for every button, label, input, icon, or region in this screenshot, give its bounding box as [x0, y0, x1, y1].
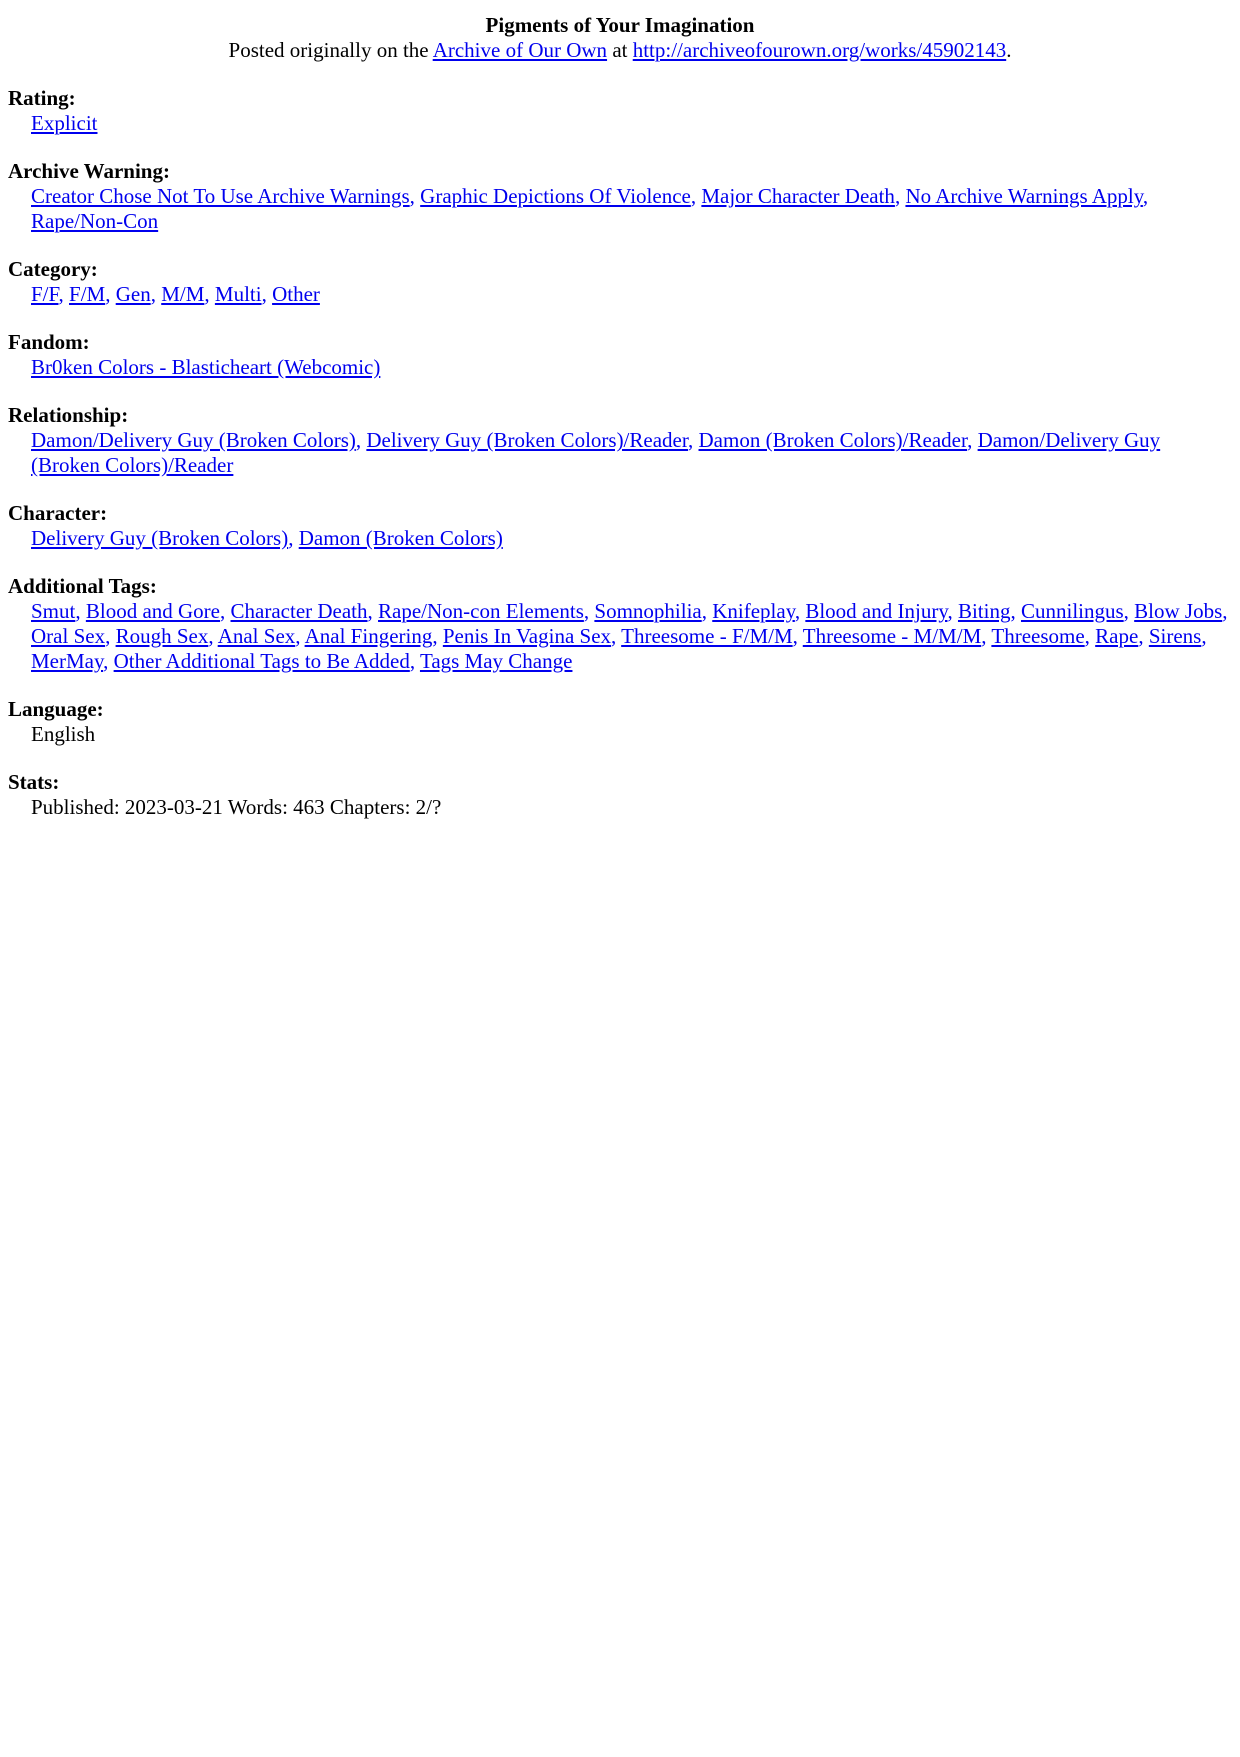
- meta-label-stats: Stats:: [8, 770, 60, 794]
- tag-separator: ,: [583, 599, 595, 623]
- tag-separator: ,: [409, 649, 420, 673]
- work-source-line: [8, 38, 1232, 63]
- tag-separator: ,: [1201, 624, 1207, 648]
- tag-separator: ,: [367, 599, 379, 623]
- tag-link-archive-warning[interactable]: No Archive Warnings Apply: [905, 184, 1143, 208]
- tag-separator: ,: [794, 599, 806, 623]
- meta-value-stats: [31, 795, 1232, 820]
- meta-value-character: [31, 526, 1232, 551]
- tag-separator: ,: [1084, 624, 1096, 648]
- tag-separator: ,: [105, 624, 116, 648]
- meta-text-language: English: [31, 722, 96, 746]
- tag-separator: ,: [409, 184, 421, 208]
- meta-value-category: [31, 282, 1232, 307]
- tag-link-relationship[interactable]: Damon/Delivery Guy (Broken Colors)/Reader: [31, 428, 1161, 477]
- tag-link-additional-tags[interactable]: Penis In Vagina Sex: [442, 624, 612, 648]
- tag-separator: ,: [688, 428, 699, 452]
- work-header: [8, 13, 1232, 63]
- work-meta-list: [8, 86, 1232, 820]
- tag-link-category[interactable]: Gen: [115, 282, 151, 306]
- work-title: Pigments of Your Imagination: [485, 13, 755, 37]
- source-mid-text: at: [607, 38, 633, 62]
- tag-separator: ,: [1222, 599, 1228, 623]
- tag-separator: ,: [690, 184, 702, 208]
- meta-value-rating: [31, 111, 1232, 136]
- tag-link-additional-tags[interactable]: Blood and Injury: [805, 599, 948, 623]
- archive-of-our-own-link[interactable]: Archive of Our Own: [432, 38, 608, 62]
- tag-link-additional-tags[interactable]: Cunnilingus: [1020, 599, 1124, 623]
- tag-separator: ,: [947, 599, 958, 623]
- tag-separator: ,: [1138, 624, 1149, 648]
- tag-link-additional-tags[interactable]: Threesome: [991, 624, 1085, 648]
- tag-separator: ,: [288, 526, 299, 550]
- tag-link-relationship[interactable]: Damon (Broken Colors)/Reader: [698, 428, 968, 452]
- meta-value-language: [31, 722, 1232, 747]
- meta-value-additional-tags: [31, 599, 1232, 674]
- tag-link-additional-tags[interactable]: MerMay: [31, 649, 104, 673]
- tag-link-fandom[interactable]: Br0ken Colors - Blasticheart (Webcomic): [31, 355, 381, 379]
- tag-link-rating[interactable]: Explicit: [31, 111, 98, 135]
- tag-link-additional-tags[interactable]: Blow Jobs: [1134, 599, 1223, 623]
- tag-separator: ,: [355, 428, 367, 452]
- tag-link-character[interactable]: Delivery Guy (Broken Colors): [31, 526, 289, 550]
- tag-separator: ,: [75, 599, 86, 623]
- tag-link-additional-tags[interactable]: Blood and Gore: [85, 599, 221, 623]
- meta-value-relationship: [31, 428, 1232, 478]
- tag-separator: ,: [894, 184, 906, 208]
- tag-link-relationship[interactable]: Delivery Guy (Broken Colors)/Reader: [366, 428, 689, 452]
- tag-link-additional-tags[interactable]: Somnophilia: [594, 599, 702, 623]
- tag-separator: ,: [432, 624, 443, 648]
- tag-link-additional-tags[interactable]: Rough Sex: [115, 624, 209, 648]
- tag-separator: ,: [1010, 599, 1021, 623]
- tag-separator: ,: [208, 624, 218, 648]
- meta-label-language: Language:: [8, 697, 104, 721]
- tag-link-additional-tags[interactable]: Tags May Change: [419, 649, 573, 673]
- tag-link-additional-tags[interactable]: Anal Fingering: [304, 624, 433, 648]
- meta-value-fandom: [31, 355, 1232, 380]
- tag-link-additional-tags[interactable]: Biting: [957, 599, 1011, 623]
- tag-link-additional-tags[interactable]: Smut: [31, 599, 76, 623]
- meta-text-stats: Published: 2023-03-21 Words: 463 Chapters: 2/?: [31, 795, 442, 819]
- source-suffix-text: .: [1006, 38, 1012, 62]
- tag-link-category[interactable]: M/M: [161, 282, 205, 306]
- tag-separator: ,: [1123, 599, 1135, 623]
- tag-link-category[interactable]: F/F: [31, 282, 59, 306]
- meta-value-archive-warning: [31, 184, 1232, 234]
- work-url-link[interactable]: http://archiveofourown.org/works/45902143: [632, 38, 1007, 62]
- tag-separator: ,: [105, 282, 116, 306]
- tag-link-additional-tags[interactable]: Rape/Non-con Elements: [378, 599, 584, 623]
- tag-link-additional-tags[interactable]: Character Death: [230, 599, 368, 623]
- tag-link-additional-tags[interactable]: Anal Sex: [217, 624, 296, 648]
- tag-link-archive-warning[interactable]: Creator Chose Not To Use Archive Warnings: [31, 184, 410, 208]
- tag-separator: ,: [967, 428, 978, 452]
- tag-link-additional-tags[interactable]: Oral Sex: [31, 624, 106, 648]
- meta-label-character: Character:: [8, 501, 108, 525]
- tag-link-additional-tags[interactable]: Threesome - M/M/M: [802, 624, 982, 648]
- tag-separator: ,: [792, 624, 803, 648]
- tag-link-additional-tags[interactable]: Other Additional Tags to Be Added: [113, 649, 410, 673]
- tag-link-category[interactable]: Other: [272, 282, 320, 306]
- tag-separator: ,: [611, 624, 622, 648]
- tag-separator: ,: [701, 599, 713, 623]
- tag-link-relationship[interactable]: Damon/Delivery Guy (Broken Colors): [31, 428, 356, 452]
- tag-link-category[interactable]: F/M: [69, 282, 106, 306]
- meta-label-archive-warning: Archive Warning:: [8, 159, 170, 183]
- tag-separator: ,: [58, 282, 70, 306]
- tag-separator: ,: [1142, 184, 1149, 208]
- tag-link-archive-warning[interactable]: Major Character Death: [701, 184, 895, 208]
- tag-link-archive-warning[interactable]: Rape/Non-Con: [31, 209, 159, 233]
- tag-separator: ,: [204, 282, 215, 306]
- tag-link-character[interactable]: Damon (Broken Colors): [298, 526, 503, 550]
- tag-link-additional-tags[interactable]: Sirens: [1148, 624, 1202, 648]
- tag-link-archive-warning[interactable]: Graphic Depictions Of Violence: [420, 184, 691, 208]
- tag-separator: ,: [261, 282, 273, 306]
- tag-separator: ,: [150, 282, 162, 306]
- source-prefix-text: Posted originally on the: [228, 38, 433, 62]
- meta-label-rating: Rating:: [8, 86, 76, 110]
- tag-separator: ,: [220, 599, 231, 623]
- meta-label-relationship: Relationship:: [8, 403, 129, 427]
- meta-label-additional-tags: Additional Tags:: [8, 574, 157, 598]
- tag-link-additional-tags[interactable]: Knifeplay: [712, 599, 795, 623]
- meta-label-category: Category:: [8, 257, 98, 281]
- meta-label-fandom: Fandom:: [8, 330, 90, 354]
- tag-separator: ,: [295, 624, 305, 648]
- tag-link-category[interactable]: Multi: [214, 282, 262, 306]
- tag-separator: ,: [981, 624, 992, 648]
- tag-separator: ,: [103, 649, 114, 673]
- tag-link-additional-tags[interactable]: Rape: [1095, 624, 1139, 648]
- tag-link-additional-tags[interactable]: Threesome - F/M/M: [621, 624, 793, 648]
